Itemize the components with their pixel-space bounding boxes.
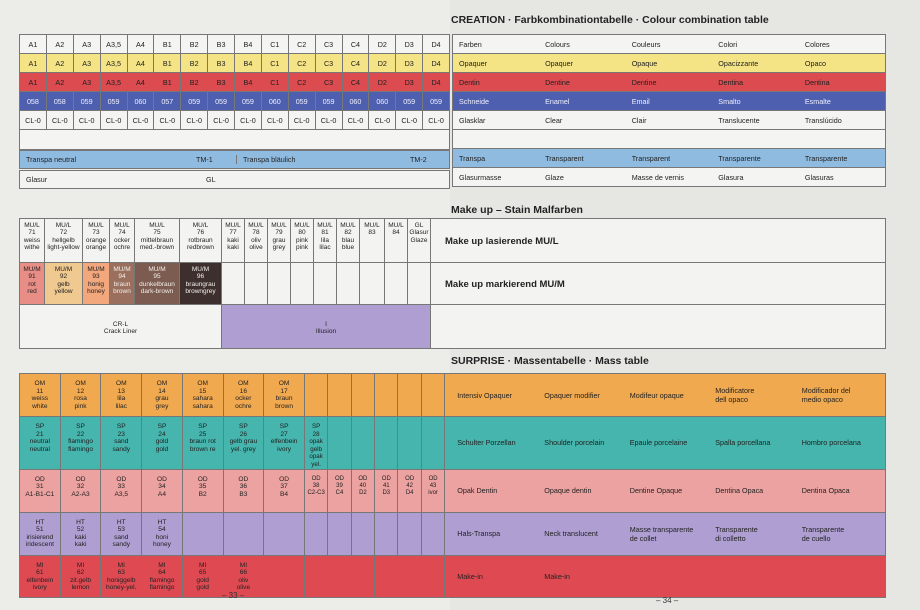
mi-cell: MI 64 flamingo flamingo <box>142 555 183 597</box>
lang-row-enamel-cell: Email <box>626 92 713 111</box>
ht-cell <box>421 512 444 555</box>
shade-row-colours-cell: A3,5 <box>100 35 127 54</box>
shade-row-enamel-cell: 059 <box>208 92 235 111</box>
shade-row-clear-cell: CL-0 <box>423 111 450 130</box>
om-cell <box>375 374 398 417</box>
sp-label-cell: Shoulder porcelain <box>532 417 617 470</box>
od-cell: OD 31 A1-B1-C1 <box>20 469 61 512</box>
lang-row-dentin-cell: Dentin <box>453 73 540 92</box>
transpa-neutral: Transpa neutral <box>26 155 77 164</box>
shade-row-clear-cell: CL-0 <box>396 111 423 130</box>
make-up-markierend-label: Make up markierend MU/M <box>431 263 886 305</box>
shade-row-enamel-cell: 059 <box>396 92 423 111</box>
ht-label-cell: Transparente di colletto <box>703 512 789 555</box>
sp-cell: SP 21 neutral neutral <box>20 417 61 470</box>
mul-cell: MU/L 83 <box>360 219 385 263</box>
shade-row-enamel-cell: 060 <box>342 92 369 111</box>
ht-cell <box>182 512 223 555</box>
lang-row-transpa-cell: Transpa <box>453 149 540 168</box>
lang-row-enamel-cell: Smalto <box>712 92 799 111</box>
mul-cell: MU/L 75 mittelbraun med.-brown <box>135 219 180 263</box>
ht-cell <box>375 512 398 555</box>
shade-row-clear-cell: CL-0 <box>154 111 181 130</box>
sp-cell <box>398 417 421 470</box>
shade-row-clear-cell: CL-0 <box>208 111 235 130</box>
shade-row-dentin-cell: C4 <box>342 73 369 92</box>
om-cell: OM 12 rosa pink <box>60 374 101 417</box>
sp-cell <box>328 417 351 470</box>
sp-label-cell: Epaule porcelaine <box>618 417 703 470</box>
shade-row-colours-cell: B1 <box>154 35 181 54</box>
shade-row-dentin-cell: C3 <box>315 73 342 92</box>
ht-label-cell: Masse transparente de collet <box>618 512 703 555</box>
shade-row-colours-cell: C2 <box>288 35 315 54</box>
mi-cell: MI 62 zit.gelb lemon <box>60 555 101 597</box>
surprise-title: SURPRISE · Massentabelle · Mass table <box>451 355 649 367</box>
mum-empty-cell <box>314 263 337 305</box>
lang-row-clear-cell: Translucente <box>712 111 799 130</box>
makeup-empty-cell <box>431 305 886 349</box>
shade-row-opaquer-cell: D4 <box>423 54 450 73</box>
sp-cell: SP 27 elfenbein ivory <box>264 417 305 470</box>
mi-cell <box>421 555 444 597</box>
lang-row-clear-cell: Translúcido <box>799 111 886 130</box>
shade-row-clear-cell: CL-0 <box>288 111 315 130</box>
mi-label-cell <box>618 555 703 597</box>
od-cell: OD 42 D4 <box>398 469 421 512</box>
mul-cell: MU/L 73 orange orange <box>83 219 110 263</box>
ht-cell <box>328 512 351 555</box>
ht-label-cell: Hals-Transpa <box>445 512 533 555</box>
ht-cell: HT 54 honi honey <box>142 512 183 555</box>
od-label-cell: Opaque dentin <box>532 469 617 512</box>
lang-row-colours-cell: Colores <box>799 35 886 54</box>
shade-row-opaquer-cell: D2 <box>369 54 396 73</box>
page-number-left: – 33 – <box>222 591 245 600</box>
lang-row-transpa-cell: Transparent <box>626 149 713 168</box>
shade-row-opaquer-cell: A2 <box>46 54 73 73</box>
glasur-label: Glasur <box>26 175 48 184</box>
shade-row-colours-cell: B2 <box>181 35 208 54</box>
tm1: TM-1 <box>196 155 213 164</box>
mul-cell: GL Glasur Glaze <box>408 219 431 263</box>
sp-label-cell: Hombro porcelana <box>790 417 886 470</box>
makeup-title: Make up – Stain Malfarben <box>451 204 583 216</box>
shade-row-clear-cell: CL-0 <box>100 111 127 130</box>
ht-label-cell: Transparente de cuello <box>790 512 886 555</box>
om-cell <box>351 374 374 417</box>
sp-cell <box>421 417 444 470</box>
shade-row-dentin-cell: C2 <box>288 73 315 92</box>
lang-row-colours-cell: Colori <box>712 35 799 54</box>
lang-row-dentin-cell: Dentina <box>799 73 886 92</box>
od-label-cell: Dentina Opaca <box>790 469 886 512</box>
mum-cell: MU/M 92 gelb yellow <box>45 263 83 305</box>
shade-row-opaquer-cell: C1 <box>261 54 288 73</box>
mum-cell: MU/M 91 rot red <box>20 263 45 305</box>
shade-row-colours-cell: B4 <box>235 35 262 54</box>
shade-row-clear-cell: CL-0 <box>181 111 208 130</box>
lang-row-dentin-cell: Dentine <box>626 73 713 92</box>
ht-cell <box>398 512 421 555</box>
shade-row-opaquer-cell: A1 <box>20 54 47 73</box>
shade-row-dentin-cell: B3 <box>208 73 235 92</box>
shade-row-dentin-cell: B2 <box>181 73 208 92</box>
mul-cell: MU/L 79 grau grey <box>268 219 291 263</box>
om-cell: OM 11 weiss white <box>20 374 61 417</box>
shade-row-enamel-cell: 060 <box>369 92 396 111</box>
mi-cell: MI 66 oliv olive <box>223 555 264 597</box>
od-cell: OD 43 ivor <box>421 469 444 512</box>
mass-table <box>19 373 886 598</box>
sp-cell: SP 25 braun rot brown re <box>182 417 223 470</box>
lang-row-transpa-cell: Transparent <box>539 149 626 168</box>
lang-row-transpa-cell: Transparente <box>799 149 886 168</box>
shade-row-enamel-cell: 057 <box>154 92 181 111</box>
om-label-cell: Modifeur opaque <box>618 374 703 417</box>
om-cell <box>328 374 351 417</box>
shade-row-dentin-cell: C1 <box>261 73 288 92</box>
shade-row-opaquer-cell: A3 <box>73 54 100 73</box>
spacer-row <box>20 130 450 150</box>
shade-row-colours-cell: C3 <box>315 35 342 54</box>
lang-row-dentin-cell: Dentina <box>712 73 799 92</box>
lang-row-empty-cell <box>712 130 799 149</box>
od-cell: OD 36 B3 <box>223 469 264 512</box>
lang-row-enamel-cell: Esmalte <box>799 92 886 111</box>
mi-cell <box>375 555 398 597</box>
om-cell: OM 17 braun brown <box>264 374 305 417</box>
lang-row-glaze-cell: Glaze <box>539 168 626 187</box>
ht-cell <box>304 512 327 555</box>
om-label-cell: Modificador del medio opaco <box>790 374 886 417</box>
mul-cell: MU/L 76 rotbraun redbrown <box>180 219 222 263</box>
mum-empty-cell <box>360 263 385 305</box>
creation-shade-table <box>19 34 450 150</box>
om-cell: OM 14 grau grey <box>142 374 183 417</box>
lang-row-empty-cell <box>626 130 713 149</box>
crack-liner-cell: CR-L Crack Liner <box>20 305 222 349</box>
mi-label-cell <box>703 555 789 597</box>
mi-label-cell: Make-in <box>445 555 533 597</box>
mul-cell: MU/L 71 weiss withe <box>20 219 45 263</box>
mum-cell: MU/M 96 braungrau browngrey <box>180 263 222 305</box>
ht-cell: HT 53 sand sandy <box>101 512 142 555</box>
lang-row-clear-cell: Clear <box>539 111 626 130</box>
od-cell: OD 32 A2-A3 <box>60 469 101 512</box>
lang-row-opaquer-cell: Opaque <box>626 54 713 73</box>
shade-row-colours-cell: C4 <box>342 35 369 54</box>
sp-cell: SP 22 flamingo flamingo <box>60 417 101 470</box>
shade-row-dentin-cell: D2 <box>369 73 396 92</box>
sp-cell <box>351 417 374 470</box>
shade-row-dentin-cell: D4 <box>423 73 450 92</box>
sp-cell: SP 26 gelb grau yel. grey <box>223 417 264 470</box>
mul-cell: MU/L 72 hellgelb light-yellow <box>45 219 83 263</box>
shade-row-opaquer-cell: B1 <box>154 54 181 73</box>
make-up-lasierend-label: Make up lasierende MU/L <box>431 219 886 263</box>
shade-row-enamel-cell: 059 <box>100 92 127 111</box>
mi-cell: MI 65 gold gold <box>182 555 223 597</box>
om-label-cell: Modificatore dell opaco <box>703 374 789 417</box>
om-cell: OM 13 lila lilac <box>101 374 142 417</box>
mum-empty-cell <box>337 263 360 305</box>
glasur-left-bar <box>19 170 450 189</box>
shade-row-clear-cell: CL-0 <box>342 111 369 130</box>
creation-language-table <box>452 34 886 187</box>
mi-cell: MI 63 honiggelb honey-yel. <box>101 555 142 597</box>
od-cell: OD 40 D2 <box>351 469 374 512</box>
mi-label-cell: Make-in <box>532 555 617 597</box>
transpa-left-bar <box>19 150 450 169</box>
shade-row-dentin-cell: B4 <box>235 73 262 92</box>
mi-label-cell <box>790 555 886 597</box>
shade-row-colours-cell: D3 <box>396 35 423 54</box>
mul-cell: MU/L 80 pink pink <box>291 219 314 263</box>
ht-cell: HT 51 irisierend iridescent <box>20 512 61 555</box>
shade-row-enamel-cell: 058 <box>20 92 47 111</box>
mum-empty-cell <box>291 263 314 305</box>
mum-empty-cell <box>408 263 431 305</box>
shade-row-opaquer-cell: B3 <box>208 54 235 73</box>
mul-cell: MU/L 77 kaki kaki <box>222 219 245 263</box>
shade-row-opaquer-cell: A4 <box>127 54 154 73</box>
lang-row-empty-cell <box>539 130 626 149</box>
mi-cell <box>351 555 374 597</box>
shade-row-enamel-cell: 059 <box>181 92 208 111</box>
lang-row-colours-cell: Farben <box>453 35 540 54</box>
shade-row-clear-cell: CL-0 <box>73 111 100 130</box>
od-cell: OD 39 C4 <box>328 469 351 512</box>
shade-row-opaquer-cell: C2 <box>288 54 315 73</box>
od-label-cell: Dentina Opaca <box>703 469 789 512</box>
sp-cell <box>375 417 398 470</box>
shade-row-colours-cell: A2 <box>46 35 73 54</box>
shade-row-opaquer-cell: C4 <box>342 54 369 73</box>
sp-label-cell: Schulter Porzellan <box>445 417 533 470</box>
shade-row-clear-cell: CL-0 <box>369 111 396 130</box>
lang-row-empty-cell <box>453 130 540 149</box>
lang-row-opaquer-cell: Opaquer <box>453 54 540 73</box>
od-cell: OD 35 B2 <box>182 469 223 512</box>
mum-empty-cell <box>268 263 291 305</box>
mul-cell: MU/L 84 <box>385 219 408 263</box>
od-label-cell: Opak Dentin <box>445 469 533 512</box>
shade-row-colours-cell: B3 <box>208 35 235 54</box>
mi-cell <box>264 555 305 597</box>
lang-row-glaze-cell: Glasurmasse <box>453 168 540 187</box>
mum-cell: MU/M 94 braun brown <box>110 263 135 305</box>
shade-row-enamel-cell: 058 <box>46 92 73 111</box>
od-cell: OD 38 C2-C3 <box>304 469 327 512</box>
mul-cell: MU/L 74 ocker ochre <box>110 219 135 263</box>
shade-row-clear-cell: CL-0 <box>315 111 342 130</box>
ht-cell: HT 52 kaki kaki <box>60 512 101 555</box>
om-cell <box>304 374 327 417</box>
gl-label: GL <box>206 175 216 184</box>
lang-row-clear-cell: Clair <box>626 111 713 130</box>
shade-row-clear-cell: CL-0 <box>235 111 262 130</box>
shade-row-opaquer-cell: A3,5 <box>100 54 127 73</box>
shade-row-opaquer-cell: B2 <box>181 54 208 73</box>
shade-row-colours-cell: A1 <box>20 35 47 54</box>
tm2: TM-2 <box>410 155 427 164</box>
mum-cell: MU/M 93 honig honey <box>83 263 110 305</box>
od-cell: OD 34 A4 <box>142 469 183 512</box>
ht-cell <box>264 512 305 555</box>
shade-row-dentin-cell: A4 <box>127 73 154 92</box>
lang-row-dentin-cell: Dentine <box>539 73 626 92</box>
od-cell: OD 37 B4 <box>264 469 305 512</box>
lang-row-glaze-cell: Glasuras <box>799 168 886 187</box>
mum-empty-cell <box>385 263 408 305</box>
mul-cell: MU/L 81 lila lilac <box>314 219 337 263</box>
mum-cell: MU/M 95 dunkelbraun dark-brown <box>135 263 180 305</box>
lang-row-colours-cell: Colours <box>539 35 626 54</box>
shade-row-colours-cell: D4 <box>423 35 450 54</box>
shade-row-enamel-cell: 059 <box>315 92 342 111</box>
om-cell: OM 15 sahara sahara <box>182 374 223 417</box>
mi-cell: MI 61 elfenbein ivory <box>20 555 61 597</box>
lang-row-colours-cell: Couleurs <box>626 35 713 54</box>
lang-row-glaze-cell: Masse de vernis <box>626 168 713 187</box>
od-cell: OD 41 D3 <box>375 469 398 512</box>
shade-row-opaquer-cell: D3 <box>396 54 423 73</box>
lang-row-opaquer-cell: Opaquer <box>539 54 626 73</box>
om-cell: OM 16 ocker ochre <box>223 374 264 417</box>
ht-cell <box>223 512 264 555</box>
shade-row-clear-cell: CL-0 <box>20 111 47 130</box>
shade-row-dentin-cell: A3,5 <box>100 73 127 92</box>
lang-row-enamel-cell: Enamel <box>539 92 626 111</box>
shade-row-colours-cell: D2 <box>369 35 396 54</box>
shade-row-colours-cell: C1 <box>261 35 288 54</box>
sp-cell: SP 28 opak gelb opak yel. <box>304 417 327 470</box>
om-label-cell: Opaquer modifier <box>532 374 617 417</box>
mul-cell: MU/L 82 blau blue <box>337 219 360 263</box>
lang-row-opaquer-cell: Opacizzante <box>712 54 799 73</box>
shade-row-enamel-cell: 059 <box>423 92 450 111</box>
shade-row-enamel-cell: 059 <box>73 92 100 111</box>
sp-label-cell: Spalla porcellana <box>703 417 789 470</box>
shade-row-opaquer-cell: C3 <box>315 54 342 73</box>
shade-row-dentin-cell: A2 <box>46 73 73 92</box>
shade-row-enamel-cell: 060 <box>261 92 288 111</box>
sp-cell: SP 24 gold gold <box>142 417 183 470</box>
mi-cell <box>304 555 327 597</box>
mul-cell: MU/L 78 oliv olive <box>245 219 268 263</box>
mi-cell <box>328 555 351 597</box>
illusion-cell: I Illusion <box>222 305 431 349</box>
om-cell <box>398 374 421 417</box>
shade-row-dentin-cell: B1 <box>154 73 181 92</box>
shade-row-dentin-cell: A1 <box>20 73 47 92</box>
om-label-cell: Intensiv Opaquer <box>445 374 533 417</box>
ht-label-cell: Neck translucent <box>532 512 617 555</box>
shade-row-dentin-cell: A3 <box>73 73 100 92</box>
sp-cell: SP 23 sand sandy <box>101 417 142 470</box>
shade-row-enamel-cell: 059 <box>235 92 262 111</box>
om-cell <box>421 374 444 417</box>
shade-row-enamel-cell: 059 <box>288 92 315 111</box>
mum-empty-cell <box>222 263 245 305</box>
shade-row-clear-cell: CL-0 <box>46 111 73 130</box>
ht-cell <box>351 512 374 555</box>
shade-row-dentin-cell: D3 <box>396 73 423 92</box>
shade-row-clear-cell: CL-0 <box>261 111 288 130</box>
shade-row-colours-cell: A4 <box>127 35 154 54</box>
shade-row-clear-cell: CL-0 <box>127 111 154 130</box>
lang-row-glaze-cell: Glasura <box>712 168 799 187</box>
lang-row-clear-cell: Glasklar <box>453 111 540 130</box>
shade-row-opaquer-cell: B4 <box>235 54 262 73</box>
lang-row-opaquer-cell: Opaco <box>799 54 886 73</box>
lang-row-enamel-cell: Schneide <box>453 92 540 111</box>
od-label-cell: Dentine Opaque <box>618 469 703 512</box>
shade-row-colours-cell: A3 <box>73 35 100 54</box>
shade-row-enamel-cell: 060 <box>127 92 154 111</box>
makeup-table <box>19 218 886 349</box>
lang-row-empty-cell <box>799 130 886 149</box>
mi-cell <box>398 555 421 597</box>
page-number-right: – 34 – <box>656 596 679 605</box>
creation-title: CREATION · Farbkombinationtabelle · Colour combination table <box>451 14 769 26</box>
mum-empty-cell <box>245 263 268 305</box>
transpa-blaeulich: Transpa bläulich <box>236 155 404 164</box>
lang-row-transpa-cell: Transparente <box>712 149 799 168</box>
od-cell: OD 33 A3,5 <box>101 469 142 512</box>
